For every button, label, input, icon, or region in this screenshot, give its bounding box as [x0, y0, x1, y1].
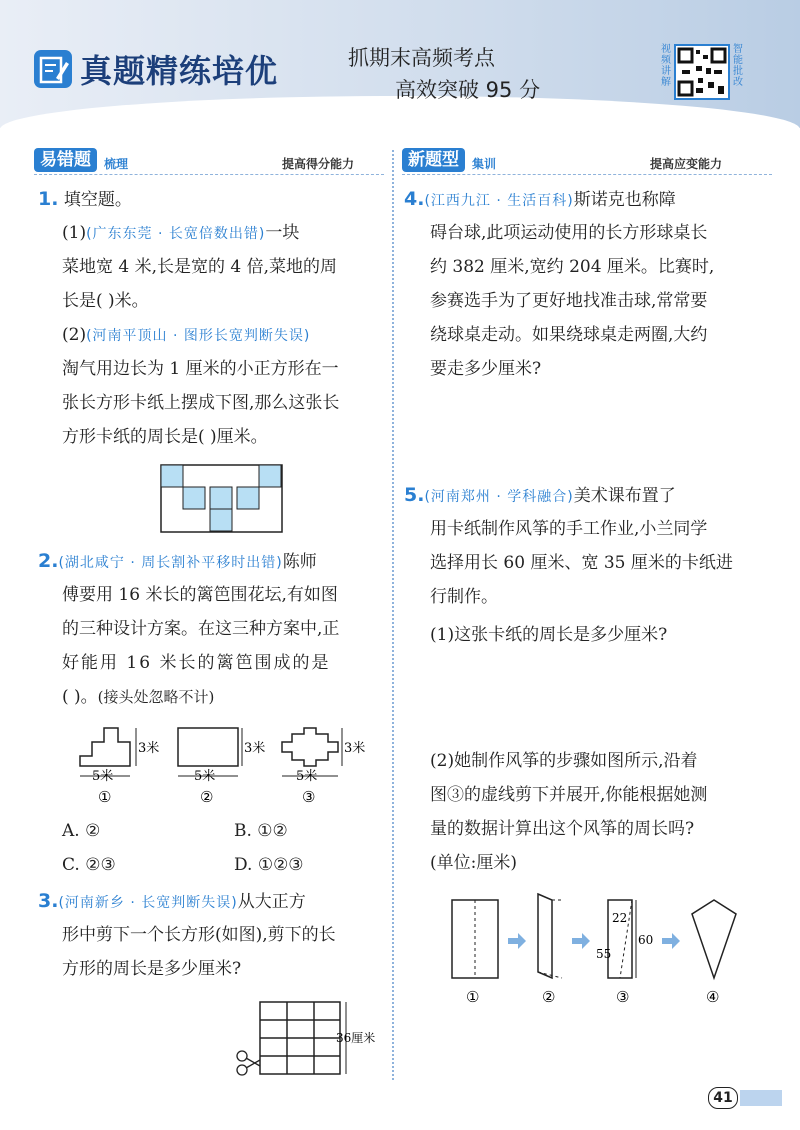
q2-line5 [62, 680, 214, 714]
figure-1-label: ① [98, 788, 112, 806]
text: 一块 [265, 223, 300, 243]
figure-1-width: 5米 [92, 769, 114, 784]
figure-3-shape [282, 728, 338, 766]
q2-line3: 的三种设计方案。在这三种方案中,正 [62, 619, 340, 639]
q4-line4: 参赛选手为了更好地找准击球,常常要 [430, 291, 708, 311]
question-text: 填空题。 [63, 190, 132, 210]
source-tag: (河南郑州 · 学科融合) [424, 489, 574, 505]
option-a[interactable]: A. ② [62, 821, 101, 841]
q3-line3: 方形的周长是多少厘米? [62, 959, 242, 979]
q2-figures [70, 722, 390, 810]
q4-line2: 碍台球,此项运动使用的长方形球桌长 [430, 223, 708, 243]
option-c[interactable]: C. ②③ [62, 855, 116, 875]
q5-part2-line1: (2)她制作风筝的步骤如图所示,沿着 [430, 751, 698, 771]
text: 陈师 [282, 552, 317, 572]
source-tag: (河南平顶山 · 图形长宽判断失误) [86, 328, 311, 344]
arrow-right-icon [572, 933, 590, 949]
q4-line3: 约 382 厘米,宽约 204 厘米。比赛时, [430, 257, 715, 277]
question-2 [38, 544, 317, 580]
figure-2-width: 5米 [194, 769, 216, 784]
step-4-kite [692, 900, 736, 978]
part-label: (1) [62, 223, 87, 243]
question-3 [38, 884, 306, 920]
question-number: 5. [404, 484, 425, 506]
step-1-label: ① [466, 988, 480, 1006]
q1-part1-line2: 菜地宽 4 米,长是宽的 4 倍,菜地的周 [62, 257, 338, 277]
arrow-right-icon [662, 933, 680, 949]
question-number: 3. [38, 890, 59, 912]
option-b[interactable]: B. ①② [234, 821, 288, 841]
q5-line3: 选择用长 60 厘米、宽 35 厘米的卡纸进 [430, 553, 733, 573]
figure-1-shape [80, 728, 130, 766]
step-3-num-22: 22 [612, 911, 628, 925]
q2-line4: 好能用 16 米长的篱笆围成的是 [62, 653, 331, 673]
step-2-label: ② [542, 988, 556, 1006]
figure-3-label: ③ [302, 788, 316, 806]
note: (接头处忽略不计) [97, 688, 215, 706]
slogan-line-1: 抓期末高频考点 [348, 46, 495, 70]
q5-kite-figure [440, 886, 760, 1010]
column-divider [392, 150, 394, 1080]
q2-line2: 傅要用 16 米长的篱笆围花坛,有如图 [62, 585, 338, 605]
right-section-line [402, 174, 772, 176]
text: ( )。 [62, 687, 98, 707]
book-title: 真题精练培优 [80, 52, 279, 90]
source-tag: (河南新乡 · 长宽判断失误) [58, 895, 238, 911]
step-3-num-55: 55 [596, 947, 612, 961]
q4-line6: 要走多少厘米? [430, 359, 542, 379]
q1-part2-line2: 淘气用边长为 1 厘米的小正方形在一 [62, 359, 339, 379]
left-section-tag: 易错题 [34, 148, 97, 172]
option-d[interactable]: D. ①②③ [234, 855, 304, 875]
step-3-num-60: 60 [638, 933, 654, 947]
q5-line2: 用卡纸制作风筝的手工作业,小兰同学 [430, 519, 708, 539]
right-section-right: 提高应变能力 [650, 157, 723, 171]
text: 美术课布置了 [573, 486, 676, 506]
q1-part2-line4: 方形卡纸的周长是( )厘米。 [62, 427, 268, 447]
question-number: 4. [404, 188, 425, 210]
right-section-tag: 新题型 [402, 148, 465, 172]
question-5 [404, 478, 676, 514]
question-number: 1. [38, 188, 59, 210]
figure-2-shape [178, 728, 238, 766]
left-section-right: 提高得分能力 [282, 157, 355, 171]
figure-2-height: 3米 [244, 741, 266, 756]
q5-part2-line3: 量的数据计算出这个风筝的周长吗? [430, 819, 695, 839]
step-3-label: ③ [616, 988, 630, 1006]
right-section-sub: 集训 [472, 157, 497, 171]
page-number-bar [740, 1090, 782, 1106]
text: 从大正方 [237, 892, 306, 912]
q1-part1-line1 [62, 216, 299, 251]
figure-3-width: 5米 [296, 769, 318, 784]
q5-part2-line2: 图③的虚线剪下并展开,你能根据她测 [430, 785, 708, 805]
arrow-right-icon [508, 933, 526, 949]
part-label: (2) [62, 325, 87, 345]
step-2-card [538, 894, 552, 978]
figure-3-height: 3米 [344, 741, 366, 756]
left-section-sub: 梳理 [104, 157, 129, 171]
figure-1-height: 3米 [138, 741, 160, 756]
question-number: 2. [38, 550, 59, 572]
q1-grid-figure [160, 464, 284, 536]
q1-part2-line3: 张长方形卡纸上摆成下图,那么这张长 [62, 393, 340, 413]
q5-part2-line4: (单位:厘米) [430, 853, 517, 873]
qr-right-label: 智能批改 [733, 44, 743, 88]
scissors-icon [237, 1051, 260, 1075]
question-1 [38, 182, 132, 217]
source-tag: (江西九江 · 生活百科) [424, 193, 574, 209]
q1-part1-line3: 长是( )米。 [62, 291, 149, 311]
question-4 [404, 182, 676, 218]
q1-part2-line1 [62, 318, 310, 353]
qr-left-label: 视频讲解 [661, 44, 671, 88]
slogan-line-2: 高效突破 95 分 [395, 78, 541, 102]
q3-figure [232, 996, 388, 1080]
source-tag: (湖北咸宁 · 周长割补平移时出错) [58, 555, 283, 571]
q4-line5: 绕球桌走动。如果绕球桌走两圈,大约 [430, 325, 708, 345]
qr-code-icon[interactable] [674, 44, 730, 100]
q3-size-label: 36厘米 [336, 1031, 376, 1045]
pencil-icon [34, 50, 72, 88]
q5-line4: 行制作。 [430, 587, 498, 607]
q3-line2: 形中剪下一个长方形(如图),剪下的长 [62, 925, 336, 945]
figure-2-label: ② [200, 788, 214, 806]
left-section-line [34, 174, 384, 176]
text: 斯诺克也称障 [573, 190, 676, 210]
q5-part1: (1)这张卡纸的周长是多少厘米? [430, 625, 668, 645]
source-tag: (广东东莞 · 长宽倍数出错) [86, 226, 266, 242]
step-4-label: ④ [706, 988, 720, 1006]
page-number: 41 [708, 1087, 738, 1109]
